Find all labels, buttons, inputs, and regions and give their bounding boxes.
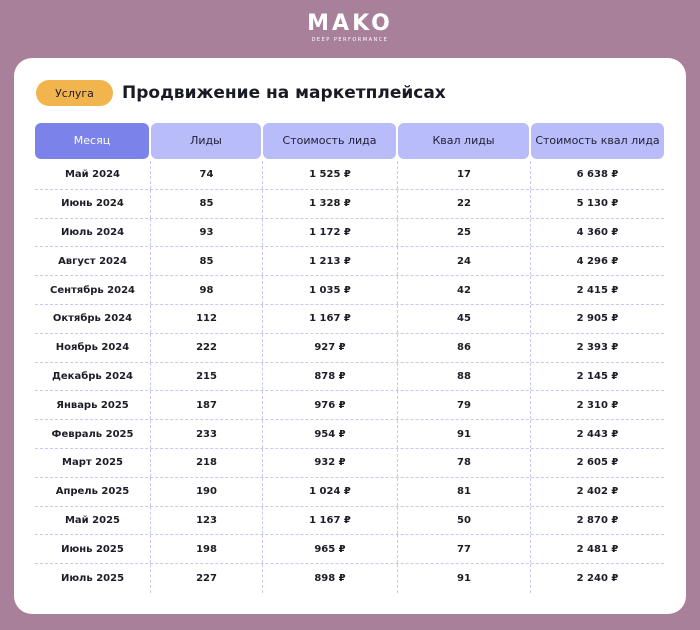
month-cell: Сентябрь 2024 [35, 276, 151, 304]
qualified-lead-cost-cell: 2 870 ₽ [576, 514, 619, 526]
qualified-lead-cost-cell: 2 443 ₽ [576, 428, 619, 440]
qualified-leads-cell: 25 [398, 219, 531, 247]
table-body [35, 161, 664, 593]
qualified-leads-cell: 91 [398, 420, 531, 448]
leads-cell: 123 [151, 507, 263, 535]
leads-cell: 222 [151, 334, 263, 362]
leads-cell: 74 [151, 161, 263, 189]
table-row [35, 305, 664, 334]
lead-cost-cell: 1 167 ₽ [263, 305, 398, 333]
lead-cost-cell: 898 ₽ [263, 564, 398, 593]
table-row [35, 449, 664, 478]
table-row [35, 478, 664, 507]
lead-cost-cell: 1 024 ₽ [263, 478, 398, 506]
service-tag: Услуга [36, 80, 113, 106]
qualified-lead-cost-cell: 2 145 ₽ [576, 370, 619, 382]
logo-mark: MAKO [307, 11, 393, 36]
qualified-leads-cell: 79 [398, 391, 531, 419]
month-cell: Ноябрь 2024 [35, 334, 151, 362]
qualified-leads-cell: 17 [398, 161, 531, 189]
column-header-leads: Лиды [151, 123, 261, 159]
month-cell: Январь 2025 [35, 391, 151, 419]
column-header-month: Месяц [35, 123, 149, 159]
leads-cell: 233 [151, 420, 263, 448]
month-cell: Июнь 2025 [35, 535, 151, 563]
qualified-lead-cost-cell: 2 415 ₽ [576, 284, 619, 296]
table-row [35, 564, 664, 593]
qualified-leads-cell: 78 [398, 449, 531, 477]
qualified-leads-cell: 42 [398, 276, 531, 304]
qualified-leads-cell: 77 [398, 535, 531, 563]
month-cell: Октябрь 2024 [35, 305, 151, 333]
table-row [35, 420, 664, 449]
leads-cell: 93 [151, 219, 263, 247]
lead-cost-cell: 976 ₽ [263, 391, 398, 419]
month-cell: Июль 2025 [35, 564, 151, 593]
leads-cell: 85 [151, 247, 263, 275]
table-row [35, 190, 664, 219]
qualified-leads-cell: 22 [398, 190, 531, 218]
leads-cell: 227 [151, 564, 263, 593]
lead-cost-cell: 1 172 ₽ [263, 219, 398, 247]
qualified-leads-cell: 91 [398, 564, 531, 593]
table-row [35, 507, 664, 536]
qualified-lead-cost-cell: 2 481 ₽ [576, 543, 619, 555]
leads-cell: 98 [151, 276, 263, 304]
qualified-leads-cell: 88 [398, 363, 531, 391]
month-cell: Май 2025 [35, 507, 151, 535]
column-header-qualified-lead-cost: Стоимость квал лида [531, 123, 664, 159]
leads-cell: 218 [151, 449, 263, 477]
lead-cost-cell: 932 ₽ [263, 449, 398, 477]
qualified-lead-cost-cell: 6 638 ₽ [576, 169, 619, 181]
lead-cost-cell: 878 ₽ [263, 363, 398, 391]
leads-cell: 215 [151, 363, 263, 391]
lead-cost-cell: 927 ₽ [263, 334, 398, 362]
month-cell: Март 2025 [35, 449, 151, 477]
qualified-leads-cell: 81 [398, 478, 531, 506]
column-header-qualified-leads: Квал лиды [398, 123, 529, 159]
qualified-leads-cell: 86 [398, 334, 531, 362]
qualified-lead-cost-cell: 5 130 ₽ [576, 198, 619, 210]
month-cell: Май 2024 [35, 161, 151, 189]
month-cell: Апрель 2025 [35, 478, 151, 506]
table-row [35, 391, 664, 420]
qualified-lead-cost-cell: 2 402 ₽ [576, 486, 619, 498]
content-card [14, 58, 686, 614]
table-row [35, 219, 664, 248]
leads-cell: 198 [151, 535, 263, 563]
page-title: Продвижение на маркетплейсах [122, 83, 446, 103]
lead-cost-cell: 1 328 ₽ [263, 190, 398, 218]
table-row [35, 276, 664, 305]
qualified-lead-cost-cell: 4 360 ₽ [576, 226, 619, 238]
column-header-lead-cost: Стоимость лида [263, 123, 396, 159]
logo [0, 12, 700, 44]
month-cell: Август 2024 [35, 247, 151, 275]
table-row [35, 535, 664, 564]
leads-cell: 112 [151, 305, 263, 333]
results-table [35, 123, 664, 593]
table-row [35, 247, 664, 276]
lead-cost-cell: 1 167 ₽ [263, 507, 398, 535]
qualified-lead-cost-cell: 2 310 ₽ [576, 399, 619, 411]
table-row [35, 334, 664, 363]
qualified-lead-cost-cell: 2 605 ₽ [576, 457, 619, 469]
table-row [35, 161, 664, 190]
qualified-lead-cost-cell: 2 393 ₽ [576, 342, 619, 354]
lead-cost-cell: 965 ₽ [263, 535, 398, 563]
lead-cost-cell: 1 525 ₽ [263, 161, 398, 189]
lead-cost-cell: 1 035 ₽ [263, 276, 398, 304]
leads-cell: 187 [151, 391, 263, 419]
month-cell: Февраль 2025 [35, 420, 151, 448]
qualified-lead-cost-cell: 4 296 ₽ [576, 255, 619, 267]
lead-cost-cell: 1 213 ₽ [263, 247, 398, 275]
lead-cost-cell: 954 ₽ [263, 420, 398, 448]
qualified-leads-cell: 50 [398, 507, 531, 535]
logo-tagline: DEEP PERFORMANCE [311, 37, 389, 43]
qualified-lead-cost-cell: 2 905 ₽ [576, 313, 619, 325]
month-cell: Июнь 2024 [35, 190, 151, 218]
qualified-leads-cell: 45 [398, 305, 531, 333]
table-row [35, 363, 664, 392]
leads-cell: 85 [151, 190, 263, 218]
qualified-leads-cell: 24 [398, 247, 531, 275]
month-cell: Июль 2024 [35, 219, 151, 247]
leads-cell: 190 [151, 478, 263, 506]
qualified-lead-cost-cell: 2 240 ₽ [576, 573, 619, 585]
table-header [35, 123, 664, 159]
month-cell: Декабрь 2024 [35, 363, 151, 391]
